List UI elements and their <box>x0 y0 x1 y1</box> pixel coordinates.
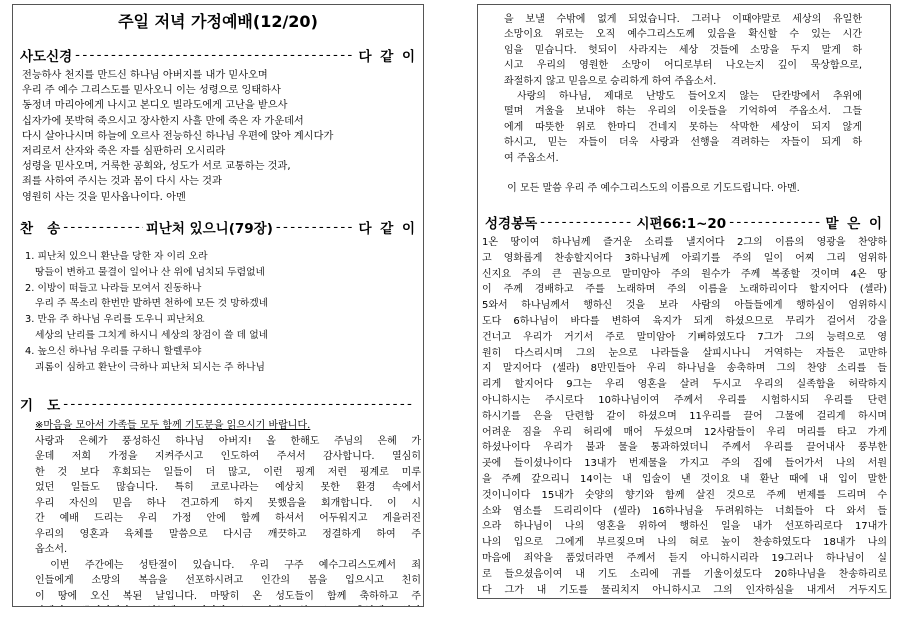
prayer-line: 에게 따뜻한 위로 한마디 건네지 못하는 삭막한 세상이 되지 않게 <box>504 121 862 133</box>
prayer-line: 좌절하지 않고 믿음으로 승리하게 하여 주옵소서. <box>504 75 717 87</box>
hymn-heading-row <box>20 217 417 237</box>
creed-line: 죄를 사하여 주시는 것과 몸이 다시 사는 것과 <box>22 176 222 188</box>
hymn-line: 우리 주 목소리 한번만 발하면 천하에 모든 것 망하겠네 <box>35 298 269 310</box>
psalm-line: 5와서 하나님께서 행하신 것을 보라 사람의 아들들에게 행하심이 엄위하시 <box>482 300 887 312</box>
psalm-line: 마음에 죄악을 품었더라면 주께서 듣지 아니하시리라 19그러나 하나님이 실 <box>482 552 887 564</box>
prayer-line: 우리 자신의 믿음 하나 견고하게 하지 못했음을 회개합니다. 이 시 <box>35 497 421 509</box>
creed-text <box>22 68 418 205</box>
creed-line: 저리로서 산자와 죽은 자를 심판하러 오시리라 <box>22 146 226 158</box>
psalm-line: 나의 입으로 그에게 부르짖으며 나의 혀로 높이 찬송하였도다 18내가 나의 <box>482 537 887 549</box>
psalm-line: 곳에 들이셨나이다 13내가 번제물을 가지고 주의 집에 들어가서 나의 서원 <box>482 458 887 470</box>
psalm-line: 원히 다스리시며 그의 눈으로 나라들을 살피시나니 거역하는 자들은 교만하 <box>482 347 887 359</box>
creed-line: 십자가에 못박혀 죽으시고 장사한지 사흘 만에 죽은 자 가운데서 <box>22 115 304 127</box>
psalm-line: 건너고 우리가 거기서 주로 말미암아 기뻐하였도다 7그가 그의 능력으로 영 <box>482 331 887 343</box>
hymn-line: 3. 만유 주 하나님 우리를 도우니 피난처요 <box>25 314 205 326</box>
psalm-line: 소와 염소를 드리리이다 (셀라) 16하나님을 두려워하는 너희들아 다 와서 들 <box>482 505 887 517</box>
prayer-line: 하시고, 믿는 자들이 더욱 사랑과 선행을 격려하는 자들이 되게 하 <box>504 137 862 149</box>
creed-heading-row <box>20 45 417 65</box>
page-title: 주일 저녁 가정예배(12/20) <box>118 12 318 31</box>
prayer-line: 인들에게 소망의 복음을 선포하시려고 인간의 몸을 입으시고 친히 <box>35 575 421 586</box>
psalm-line: 을 주께 갚으리니 14이는 내 입술이 낸 것이요 내 환난 때에 내 입이 말한 <box>482 473 887 485</box>
prayer-line: 소망이요 위로는 오직 예수그리스도께 있음을 확신할 수 있는 시간 <box>504 29 862 41</box>
psalm-line <box>482 598 887 599</box>
creed-line: 전능하사 천지를 만드신 하나님 아버지를 내가 믿사오며 <box>22 70 268 81</box>
right-page <box>477 4 891 599</box>
divider-dashes <box>729 214 822 230</box>
hymn-line: 1. 피난처 있으니 환난을 당한 자 이리 오라 <box>25 251 208 262</box>
prayer-text <box>35 418 421 607</box>
hymn-line: 2. 이방이 떠들고 나라들 모여서 진동하나 <box>25 282 202 294</box>
psalm-line: 어려운 짐을 우리 허리에 매어 두셨으며 12사람들이 우리 머리를 타고 가게 <box>482 426 887 438</box>
prayer-heading-row <box>20 394 417 414</box>
reading-passage: 시편66:1~20 <box>636 216 727 232</box>
reading-heading: 성경봉독 <box>485 216 538 232</box>
psalm-text <box>482 235 887 599</box>
divider-dashes <box>75 47 355 63</box>
creed-line: 동정녀 마리아에게 나시고 본디오 빌라도에게 고난을 받으사 <box>22 100 288 112</box>
prayer-line: 이 땅에 오신 복된 날입니다. 마땅히 온 성도들이 함께 축하하고 주 <box>35 590 421 602</box>
prayer-line: 떨며 겨울을 보내야 하는 우리의 이웃들을 기억하여 주옵소서. 그들 <box>504 106 862 118</box>
psalm-line: 하시기를 은을 단련함 같이 하셨으며 11우리를 끌어 그물에 걸리게 하시며 <box>482 410 887 422</box>
divider-dashes <box>63 396 414 412</box>
divider-dashes <box>540 214 633 230</box>
divider-dashes <box>63 219 143 235</box>
left-page <box>12 4 424 607</box>
hymn-line: 괴롬이 심하고 환난이 극하나 피난처 되시는 주 하나님 <box>35 361 266 373</box>
prayer-line: 운데 저희 가정을 지켜주시고 인도하여 주셔서 감사합니다. 열심히 <box>35 451 421 462</box>
psalm-line: 1온 땅이여 하나님께 즐거운 소리를 낼지어다 2그의 이름의 영광을 찬양하 <box>482 237 887 248</box>
psalm-line: 지 말지어다 (셀라) 8만민들아 우리 하나님을 송축하며 그의 찬양 소리를 들 <box>482 363 887 375</box>
prayer-line: 옵소서. <box>35 544 68 555</box>
prayer-heading: 기 도 <box>20 398 61 414</box>
creed-leader: 다 같 이 <box>358 49 417 65</box>
hymn-line: 세상의 난리를 그치게 하시니 세상의 창검이 쓸 데 없네 <box>35 329 269 341</box>
creed-heading: 사도신경 <box>20 49 73 65</box>
prayer-line: 시고 우리의 영원한 소망이 어디로부터 나오는지 깊이 묵상함으로, <box>504 60 862 72</box>
reading-heading-row <box>485 212 884 232</box>
psalm-line: 하셨나이다 우리가 불과 물을 통과하였더니 주께서 우리를 끌어내사 풍부한 <box>482 442 887 454</box>
prayer-line: 임을 믿습니다. 헛되이 사라지는 세상 것들에 소망을 두지 말게 하 <box>504 44 862 56</box>
blank-line <box>504 166 862 181</box>
hymn-line: 땅들이 변하고 물결이 일어나 산 위에 넘치되 두렴없네 <box>35 266 266 278</box>
psalm-line: 리게 할지어다 9그는 우리 영혼을 살려 두시고 우리의 실족함을 허락하지 <box>482 379 887 391</box>
psalm-line: 신지요 주의 큰 권능으로 말미암아 주의 원수가 주께 복종할 것이며 4온 땅 <box>482 268 887 280</box>
prayer-line: 우리의 영혼과 육체를 말씀으로 다시금 깨끗하고 정결하게 하여 주 <box>35 528 421 540</box>
prayer-line: 이번 주간에는 성탄절이 있습니다. 우리 구주 예수그리스도께서 죄 <box>35 559 421 571</box>
creed-line: 우리 주 예수 그리스도를 믿사오니 이는 성령으로 잉태하사 <box>22 85 281 97</box>
hymn-heading: 찬 송 <box>20 221 61 237</box>
psalm-line: 다 그가 내 기도를 물리치지 아니하시고 그의 인자하심을 내게서 거두지도 <box>482 584 887 596</box>
hymn-leader: 다 같 이 <box>358 221 417 237</box>
psalm-line: 것이니이다 15내가 숫양의 향기와 함께 살진 것으로 주께 번제를 드리며 수 <box>482 489 887 501</box>
prayer-continued <box>504 12 862 197</box>
hymn-line: 4. 높으신 하나님 우리를 구하니 할렐루야 <box>25 345 202 357</box>
creed-line: 성령을 믿사오며, 거룩한 공회와, 성도가 서로 교통하는 것과, <box>22 161 291 173</box>
psalm-line: 로 들으셨음이여 내 기도 소리에 귀를 기울이셨도다 20하나님을 찬송하리로 <box>482 568 887 580</box>
prayer-line: 사랑의 하나님, 제대로 난방도 들어오지 않는 단칸방에서 추위에 <box>504 91 862 103</box>
psalm-line: 아니하시는 주시로다 10하나님이여 주께서 우리를 시험하시되 우리를 단련 <box>482 394 887 406</box>
prayer-line: 을 보낼 수밖에 없게 되었습니다. 그러나 이때야말로 세상의 유일한 <box>504 14 862 25</box>
creed-line: 영원히 사는 것을 믿사옵나이다. 아멘 <box>22 191 186 203</box>
psalm-line: 으라 하나님이 나의 영혼을 위하여 행하신 일을 내가 선포하리로다 17내가 <box>482 521 887 533</box>
prayer-line: 었던 일들도 많습니다. 특히 코로나라는 예상치 못한 환경 속에서 <box>35 482 421 493</box>
creed-line: 다시 살아나시며 하늘에 오르사 전능하신 하나님 우편에 앉아 계시다가 <box>22 130 334 142</box>
divider-dashes <box>276 219 356 235</box>
reading-leader: 맡 은 이 <box>825 216 884 232</box>
prayer-closing: 이 모든 말씀 우리 주 예수그리스도의 이름으로 기도드립니다. 아멘. <box>504 183 800 195</box>
psalm-line: 이 주께 경배하고 주를 노래하며 주의 이름을 노래하리이다 할지어다 (셀라) <box>482 284 887 296</box>
prayer-line: 간 예배 드리는 우리 가정 안에 함께 하셔서 어두워지고 게을러진 <box>35 513 421 524</box>
psalm-line: 고 영화롭게 찬송할지어다 3하나님께 아뢰기를 주의 일이 어찌 그리 엄위하 <box>482 252 887 264</box>
prayer-line: 한 것 보다 후회되는 일들이 더 많고, 이런 핑계 저런 핑계로 미루 <box>35 466 421 478</box>
prayer-line <box>35 604 421 607</box>
prayer-instruction: ※마음을 모아서 가족들 모두 함께 기도문을 읽으시기 바랍니다. <box>35 420 311 431</box>
prayer-line: 사랑과 은혜가 풍성하신 하나님 아버지! 올 한해도 주님의 은혜 가 <box>35 435 421 447</box>
hymn-title: 피난처 있으니(79장) <box>145 221 273 237</box>
prayer-line: 여 주옵소서. <box>504 152 559 164</box>
hymn-lyrics <box>25 249 415 375</box>
psalm-line: 도다 6하나님이 바다를 변하여 육지가 되게 하셨으므로 무리가 걸어서 강을 <box>482 315 887 327</box>
